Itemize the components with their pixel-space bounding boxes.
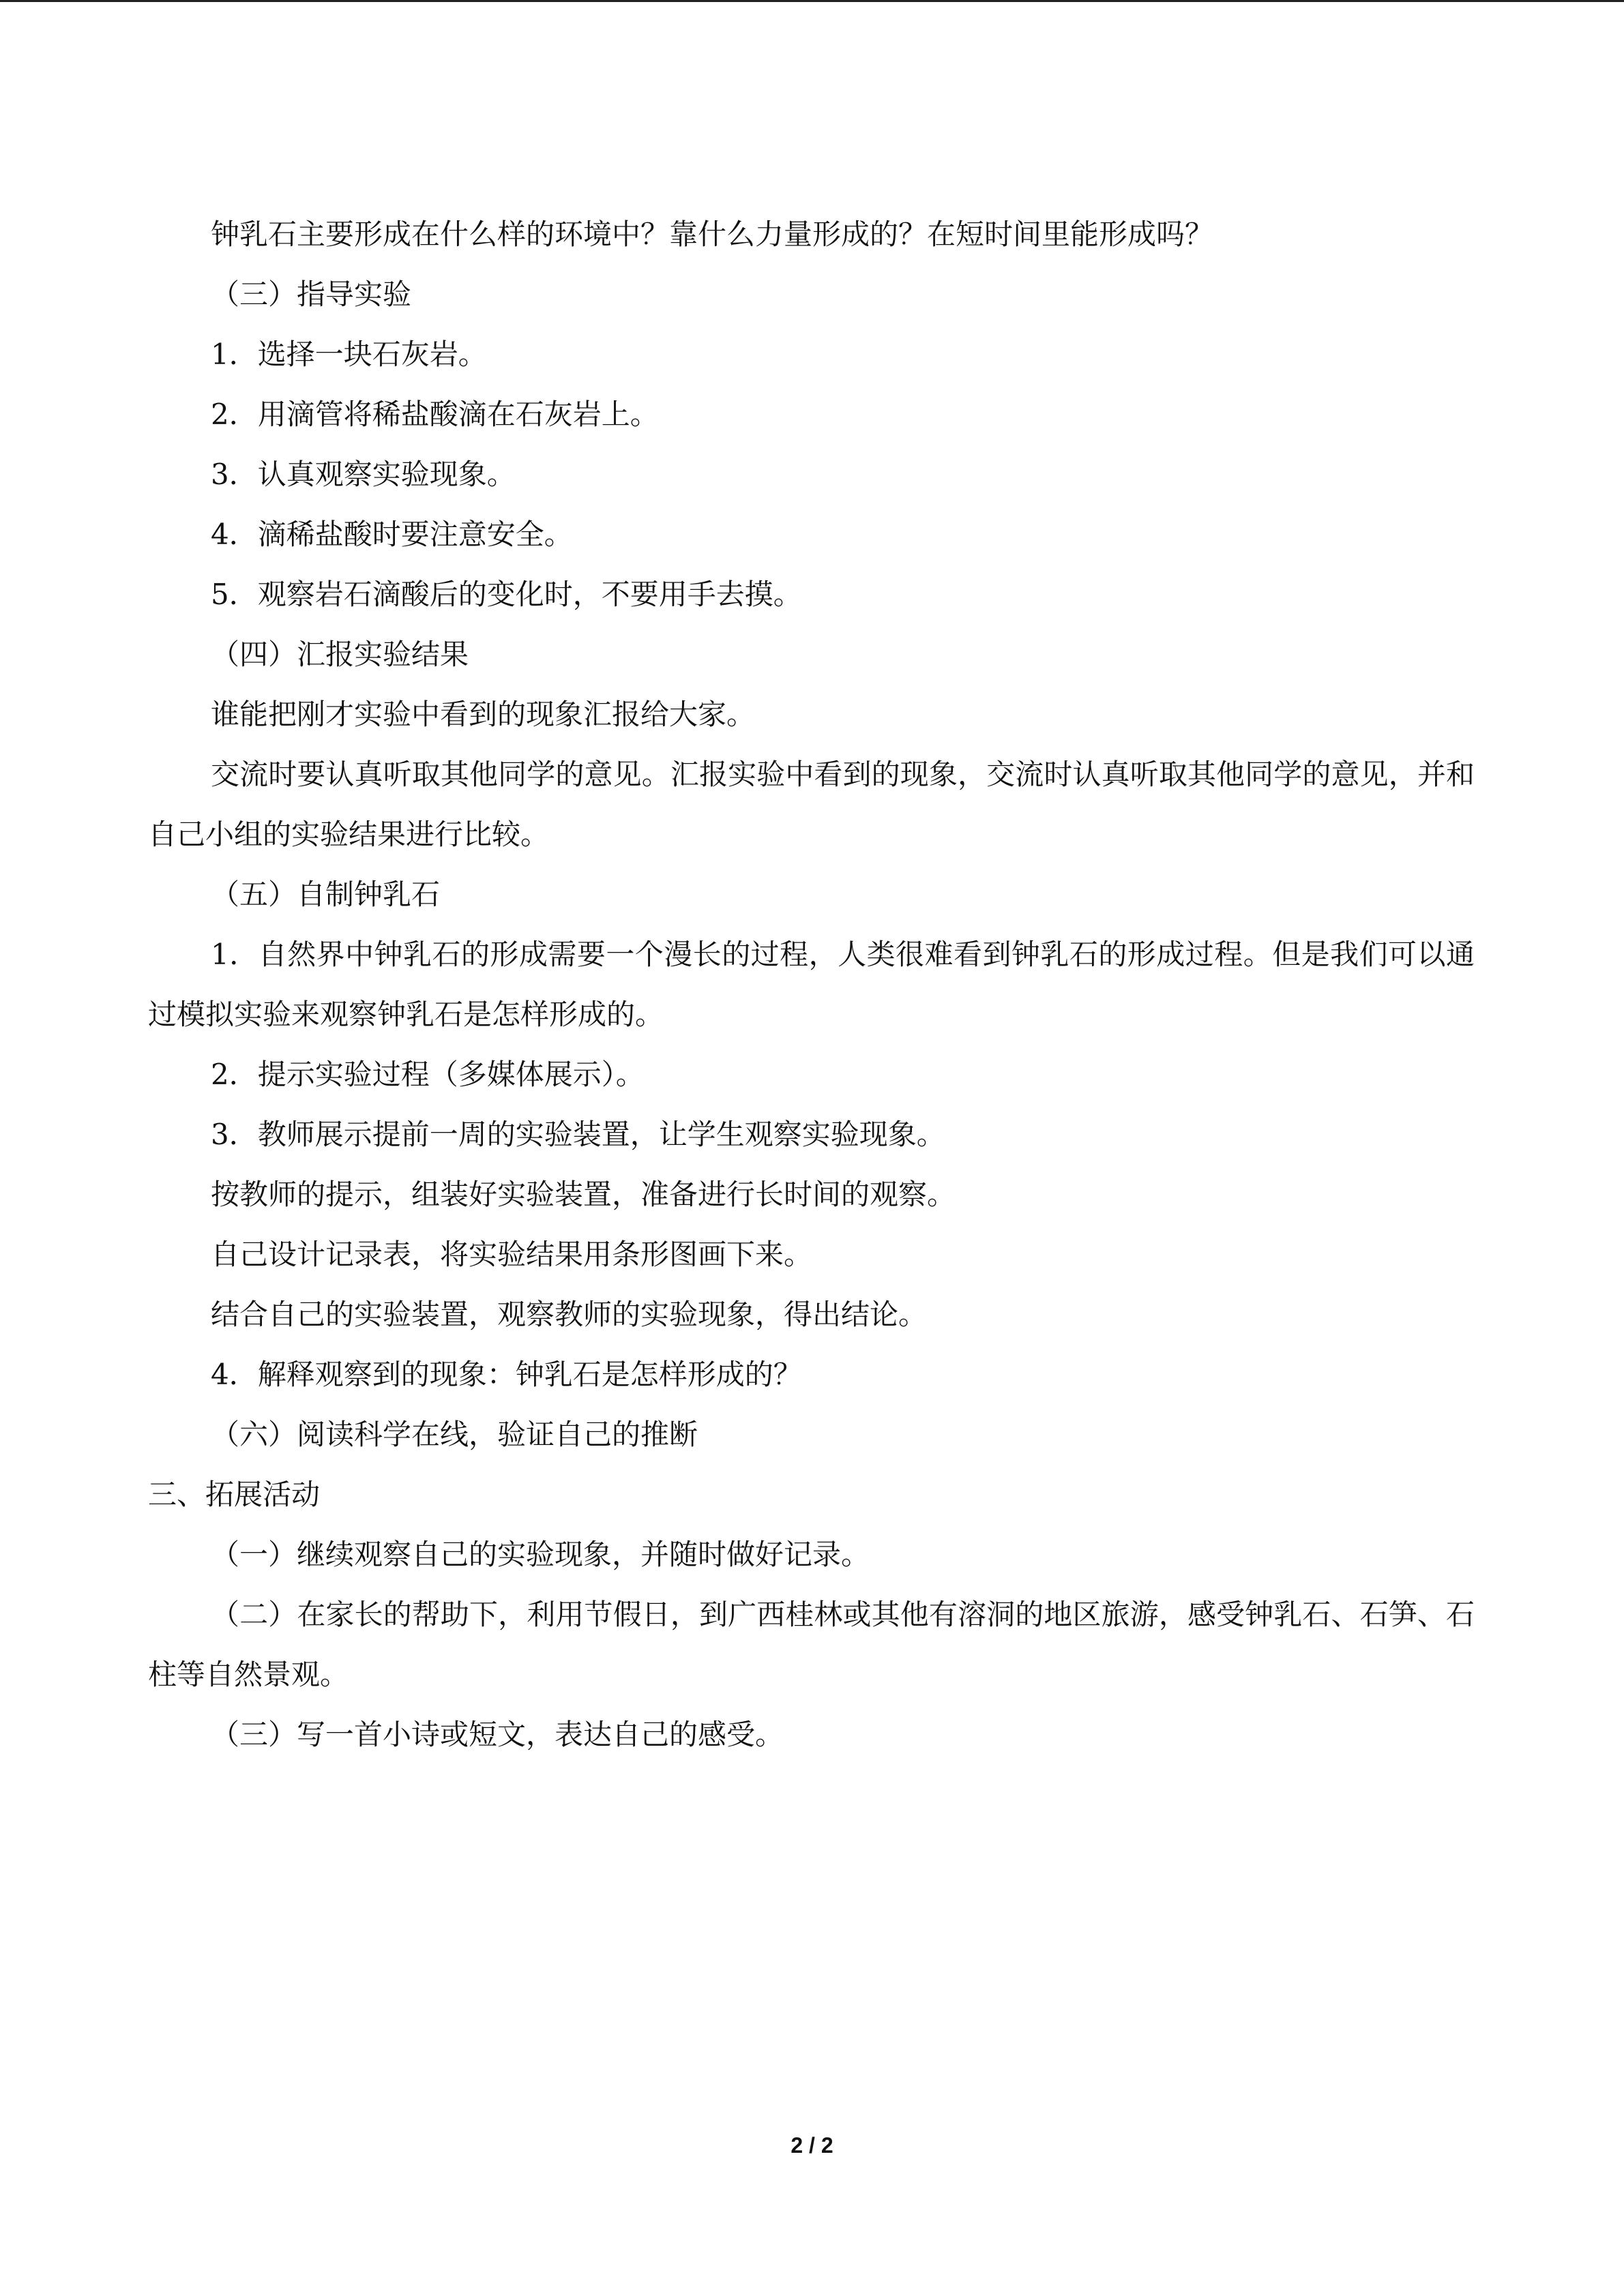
list-item-step-2: 2．用滴管将稀盐酸滴在石灰岩上。 [211, 398, 659, 431]
list-item-show-process: 2．提示实验过程（多媒体展示）。 [211, 1058, 645, 1091]
list-item-step-4: 4．滴稀盐酸时要注意安全。 [211, 518, 573, 551]
paragraph-draw-conclusion: 结合自己的实验装置，观察教师的实验现象，得出结论。 [211, 1298, 928, 1331]
list-item-step-3: 3．认真观察实验现象。 [211, 458, 516, 491]
list-item-explain-phenomenon: 4．解释观察到的现象：钟乳石是怎样形成的？ [211, 1358, 802, 1391]
paragraph-record-table: 自己设计记录表，将实验结果用条形图画下来。 [211, 1238, 813, 1271]
paragraph-assemble-device: 按教师的提示，组装好实验装置，准备进行长时间的观察。 [211, 1178, 956, 1211]
page-number: 2 / 2 [791, 2133, 833, 2158]
section-heading-read-online: （六）阅读科学在线，验证自己的推断 [211, 1418, 698, 1451]
section-heading-report-results: （四）汇报实验结果 [211, 638, 469, 671]
section-heading-make-stalactite: （五）自制钟乳石 [211, 878, 441, 911]
list-item-write-poem: （三）写一首小诗或短文，表达自己的感受。 [211, 1718, 784, 1751]
list-item-natural-process: 1．自然界中钟乳石的形成需要一个漫长的过程，人类很难看到钟乳石的形成过程。但是我们可以通过模拟实验来观察钟乳石是怎样形成的。 [148, 938, 1475, 1031]
section-heading-guide-experiment: （三）指导实验 [211, 278, 412, 311]
list-item-step-1: 1．选择一块石灰岩。 [211, 338, 487, 371]
page-top-border [0, 0, 1624, 2]
paragraph-exchange-opinions: 交流时要认真听取其他同学的意见。汇报实验中看到的现象，交流时认真听取其他同学的意见，并和自己小组的实验结果进行比较。 [148, 758, 1475, 851]
list-item-continue-observation: （一）继续观察自己的实验现象，并随时做好记录。 [211, 1538, 870, 1571]
paragraph-report-prompt: 谁能把刚才实验中看到的现象汇报给大家。 [211, 698, 756, 731]
list-item-teacher-device: 3．教师展示提前一周的实验装置，让学生观察实验现象。 [211, 1118, 945, 1151]
list-item-step-5: 5．观察岩石滴酸后的变化时，不要用手去摸。 [211, 578, 802, 611]
list-item-travel-guilin: （二）在家长的帮助下，利用节假日，到广西桂林或其他有溶洞的地区旅游，感受钟乳石、石笋、石柱等自然景观。 [148, 1598, 1475, 1691]
paragraph-stalactite-question: 钟乳石主要形成在什么样的环境中？靠什么力量形成的？在短时间里能形成吗？ [211, 218, 1214, 251]
section-heading-extension-activities: 三、拓展活动 [148, 1478, 321, 1511]
document-body [148, 205, 1475, 1765]
